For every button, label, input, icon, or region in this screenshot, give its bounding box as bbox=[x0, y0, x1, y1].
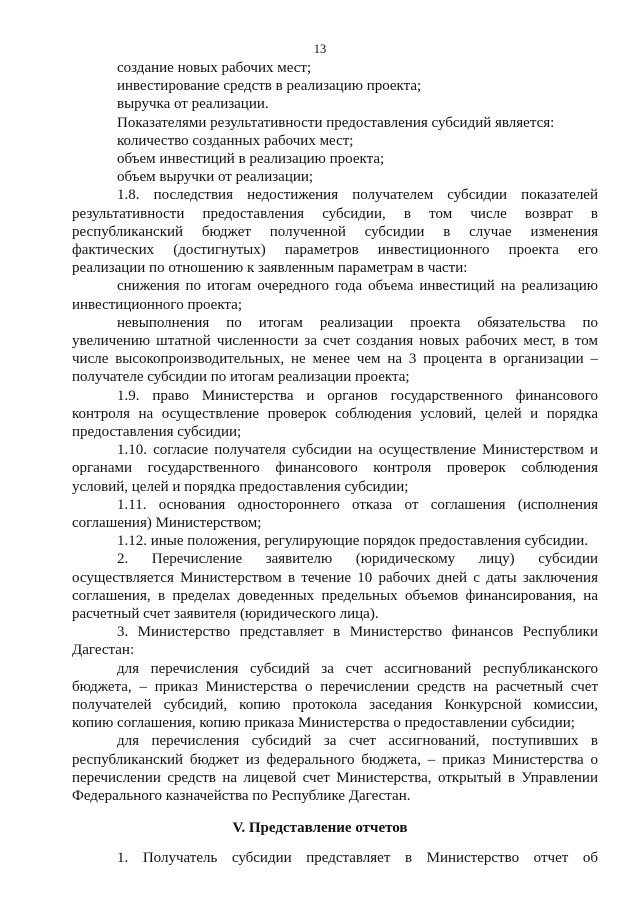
text-line: бюджета, – приказ Министерства о перечислении средств на расчетный счет bbox=[72, 678, 598, 695]
text-line: объем выручки от реализации; bbox=[117, 169, 314, 186]
text-line: увеличению штатной численности за счет создания новых рабочих мест, в том bbox=[72, 333, 598, 349]
text-line: количество созданных рабочих мест; bbox=[117, 132, 354, 149]
text-line: инвестиционного проекта; bbox=[72, 296, 242, 313]
text-line: 3. Министерство представляет в Министерство финансов Республики bbox=[117, 624, 598, 641]
text-line: Дагестан: bbox=[72, 642, 135, 659]
section-heading: V. Представление отчетов bbox=[232, 820, 408, 836]
text-line: органами государственного финансового контроля проверок соблюдения bbox=[72, 460, 598, 477]
text-line: фактических (достигнутых) параметров инвестиционного проекта его bbox=[72, 242, 598, 258]
text-line: результативности предоставления субсидии, в том числе возврат в bbox=[72, 205, 598, 222]
text-line: соглашения) Министерством; bbox=[72, 515, 262, 531]
text-line: для перечисления субсидий за счет ассигнований республиканского bbox=[117, 660, 598, 677]
text-line: расчетный счет заявителя (юридического лица). bbox=[72, 606, 379, 622]
text-line: числе высокопроизводительных, не менее чем на 3 процента в организации – bbox=[72, 351, 598, 368]
text-line: перечислении средств на лицевой счет Министерства, открытый в Управлении bbox=[72, 769, 598, 786]
text-line: Показателями результативности предоставления субсидий является: bbox=[117, 114, 555, 131]
text-line: 1. Получатель субсидии представляет в Министерство отчет об bbox=[117, 850, 598, 866]
text-line: получателей субсидий, копию протокола заседания Конкурсной комиссии, bbox=[72, 697, 598, 713]
text-line: предоставления субсидии; bbox=[72, 424, 242, 440]
text-line: объем инвестиций в реализацию проекта; bbox=[117, 151, 385, 167]
text-line: для перечисления субсидий за счет ассигнований, поступивших в bbox=[117, 733, 598, 750]
text-line: 1.12. иные положения, регулирующие порядок предоставления субсидии. bbox=[117, 533, 589, 550]
text-line: инвестирование средств в реализацию проекта; bbox=[117, 78, 422, 95]
text-line: республиканский бюджет из федерального бюджета, – приказ Министерства о bbox=[72, 751, 598, 768]
text-line: осуществляется Министерством в течение 10 рабочих дней с даты заключения bbox=[72, 569, 598, 586]
text-line: Федерального казначейства по Республике Дагестан. bbox=[72, 788, 411, 804]
text-line: 2. Перечисление заявителю (юридическому лицу) субсидии bbox=[117, 551, 598, 568]
text-line: соглашения, в пределах доведенных предельных объемов финансирования, на bbox=[72, 587, 598, 604]
text-line: условий, целей и порядка предоставления субсидии; bbox=[72, 478, 409, 495]
text-line: создание новых рабочих мест; bbox=[117, 60, 312, 76]
text-line: получателе субсидии по итогам реализации проекта; bbox=[72, 369, 410, 386]
page-number: 13 bbox=[313, 42, 327, 56]
text-line: 1.8. последствия недостижения получателем субсидии показателей bbox=[117, 187, 598, 204]
text-line: снижения по итогам очередного года объема инвестиций на реализацию bbox=[117, 278, 598, 295]
text-line: невыполнения по итогам реализации проекта обязательства по bbox=[117, 314, 598, 331]
text-line: республиканский бюджет полученной субсидии в случае изменения bbox=[72, 223, 598, 240]
text-line: реализации по отношению к заявленным параметрам в части: bbox=[72, 260, 468, 277]
text-line: копию соглашения, копию приказа Министерства о предоставлении субсидии; bbox=[72, 715, 575, 732]
text-line: 1.11. основания одностороннего отказа от соглашения (исполнения bbox=[117, 496, 598, 513]
text-line: контроля на осуществление проверок соблюдения условий, целей и порядка bbox=[72, 405, 598, 422]
text-line: 1.9. право Министерства и органов государственного финансового bbox=[117, 387, 598, 404]
text-line: выручка от реализации. bbox=[117, 96, 269, 113]
text-line: 1.10. согласие получателя субсидии на осуществление Министерством и bbox=[117, 442, 598, 459]
